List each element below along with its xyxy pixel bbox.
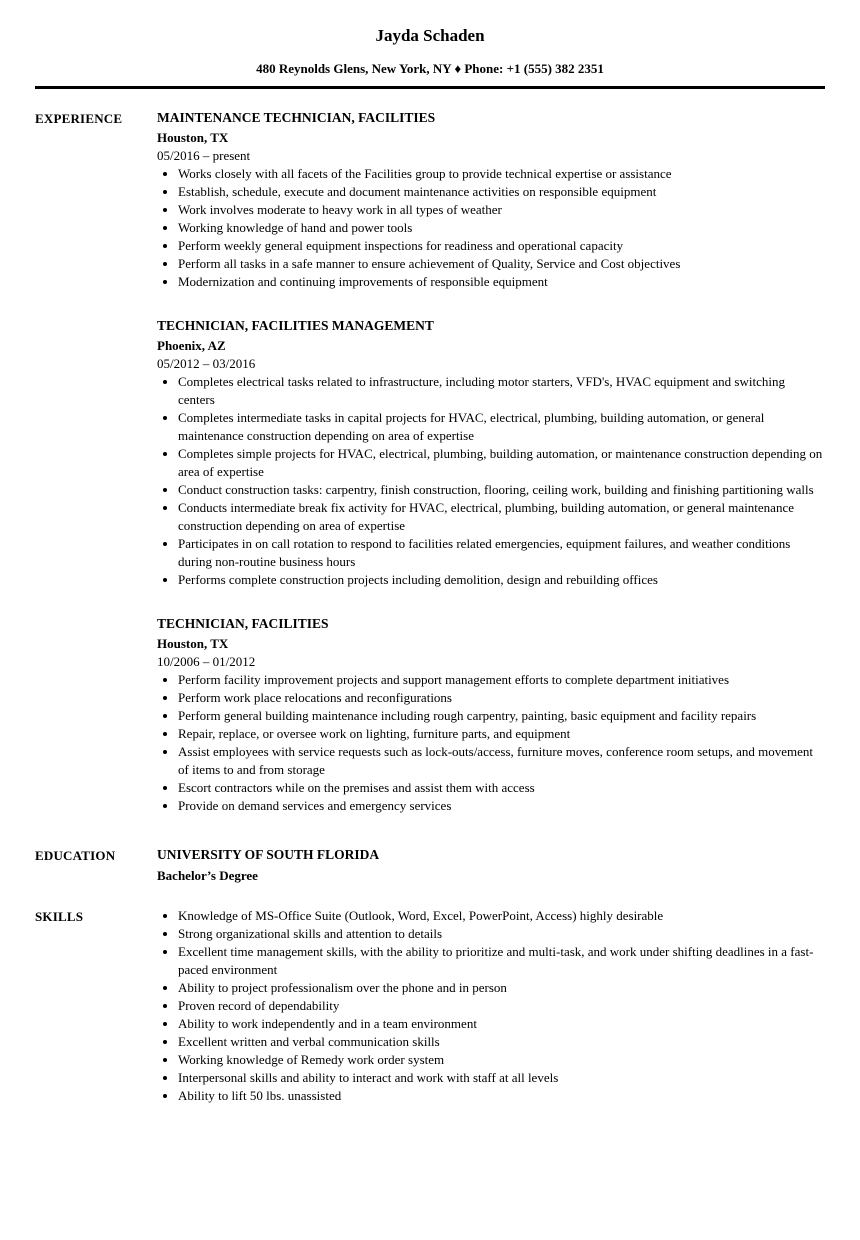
job-bullet: • Establish, schedule, execute and document maintenance activities on responsible equipment bbox=[178, 183, 825, 201]
education-degree: Bachelor’s Degree bbox=[157, 868, 258, 883]
job-bullet: • Conduct construction tasks: carpentry, finish construction, flooring, ceiling work, building and finishing partitioning walls bbox=[178, 481, 825, 499]
job-bullet: • Escort contractors while on the premises and assist them with access bbox=[178, 779, 825, 797]
job-location: Houston, TX bbox=[157, 636, 229, 651]
job-title: TECHNICIAN, FACILITIES MANAGEMENT bbox=[157, 318, 434, 333]
job-bullet: • Modernization and continuing improvements of responsible equipment bbox=[178, 273, 825, 291]
skill-item: • Excellent time management skills, with the ability to prioritize and multi-task, and work under shifting deadlines in a fast-paced environment bbox=[178, 943, 825, 979]
job-bullet: • Completes simple projects for HVAC, electrical, plumbing, building automation, or maintenance construction depending on area of expertise bbox=[178, 445, 825, 481]
job-bullet: • Performs complete construction projects including demolition, design and rebuilding offices bbox=[178, 571, 825, 589]
job-title: TECHNICIAN, FACILITIES bbox=[157, 616, 329, 631]
job-dates: 05/2012 – 03/2016 bbox=[157, 356, 256, 371]
job-dates: 10/2006 – 01/2012 bbox=[157, 654, 256, 669]
skill-item: • Ability to work independently and in a team environment bbox=[178, 1015, 825, 1033]
job-location: Houston, TX bbox=[157, 130, 229, 145]
education-section-label: EDUCATION bbox=[35, 848, 116, 863]
skill-item: • Ability to project professionalism over the phone and in person bbox=[178, 979, 825, 997]
skills-list bbox=[157, 907, 825, 1105]
job-entry-3 bbox=[157, 614, 825, 815]
job-entry-1 bbox=[157, 108, 825, 291]
job-bullet: • Completes intermediate tasks in capital projects for HVAC, electrical, plumbing, building automation, or general maintenance construction depending on area of expertise bbox=[178, 409, 825, 445]
education-school: UNIVERSITY OF SOUTH FLORIDA bbox=[157, 847, 380, 862]
education-section bbox=[35, 845, 825, 885]
job-bullet: • Works closely with all facets of the Facilities group to provide technical expertise or assistance bbox=[178, 165, 825, 183]
job-bullet: • Perform weekly general equipment inspections for readiness and operational capacity bbox=[178, 237, 825, 255]
skill-item: • Proven record of dependability bbox=[178, 997, 825, 1015]
job-bullet: • Perform facility improvement projects and support management efforts to complete department initiatives bbox=[178, 671, 825, 689]
job-bullet: • Completes electrical tasks related to infrastructure, including motor starters, VFD's, HVAC equipment and switching centers bbox=[178, 373, 825, 409]
education-section-content bbox=[157, 845, 825, 885]
header-divider bbox=[35, 86, 825, 89]
job-bullet: • Working knowledge of hand and power tools bbox=[178, 219, 825, 237]
job-bullet: • Repair, replace, or oversee work on lighting, furniture parts, and equipment bbox=[178, 725, 825, 743]
skills-section-content bbox=[157, 906, 825, 1105]
job-bullet-list bbox=[157, 165, 825, 291]
skill-item: • Knowledge of MS-Office Suite (Outlook, Word, Excel, PowerPoint, Access) highly desirable bbox=[178, 907, 825, 925]
resume-header bbox=[35, 25, 825, 89]
job-bullet: • Perform work place relocations and reconfigurations bbox=[178, 689, 825, 707]
experience-section-content bbox=[157, 108, 825, 815]
job-location: Phoenix, AZ bbox=[157, 338, 226, 353]
skill-item: • Ability to lift 50 lbs. unassisted bbox=[178, 1087, 825, 1105]
job-bullet: • Conducts intermediate break fix activity for HVAC, electrical, plumbing, building automation, or general maintenance construction depending on area of expertise bbox=[178, 499, 825, 535]
job-dates: 05/2016 – present bbox=[157, 148, 251, 163]
job-bullet: • Work involves moderate to heavy work in all types of weather bbox=[178, 201, 825, 219]
contact-line: 480 Reynolds Glens, New York, NY ♦ Phone: +1 (555) 382 2351 bbox=[256, 61, 604, 76]
job-entry-2 bbox=[157, 316, 825, 589]
job-bullet: • Assist employees with service requests such as lock-outs/access, furniture moves, conference room setups, and movement of items to and from storage bbox=[178, 743, 825, 779]
skill-item: • Interpersonal skills and ability to interact and work with staff at all levels bbox=[178, 1069, 825, 1087]
job-title: MAINTENANCE TECHNICIAN, FACILITIES bbox=[157, 110, 436, 125]
job-bullet: • Perform general building maintenance including rough carpentry, painting, basic equipment and facility repairs bbox=[178, 707, 825, 725]
skills-section-label: SKILLS bbox=[35, 909, 84, 924]
job-bullet-list bbox=[157, 671, 825, 815]
candidate-name: Jayda Schaden bbox=[375, 26, 485, 45]
skill-item: • Excellent written and verbal communication skills bbox=[178, 1033, 825, 1051]
skill-item: • Strong organizational skills and attention to details bbox=[178, 925, 825, 943]
experience-section bbox=[35, 108, 825, 815]
skills-section bbox=[35, 906, 825, 1105]
job-bullet: • Participates in on call rotation to respond to facilities related emergencies, equipment failures, and weather conditions during non-routine business hours bbox=[178, 535, 825, 571]
skill-item: • Working knowledge of Remedy work order system bbox=[178, 1051, 825, 1069]
job-bullet-list bbox=[157, 373, 825, 589]
experience-section-label: EXPERIENCE bbox=[35, 111, 123, 126]
job-bullet: • Perform all tasks in a safe manner to ensure achievement of Quality, Service and Cost objectives bbox=[178, 255, 825, 273]
job-bullet: • Provide on demand services and emergency services bbox=[178, 797, 825, 815]
